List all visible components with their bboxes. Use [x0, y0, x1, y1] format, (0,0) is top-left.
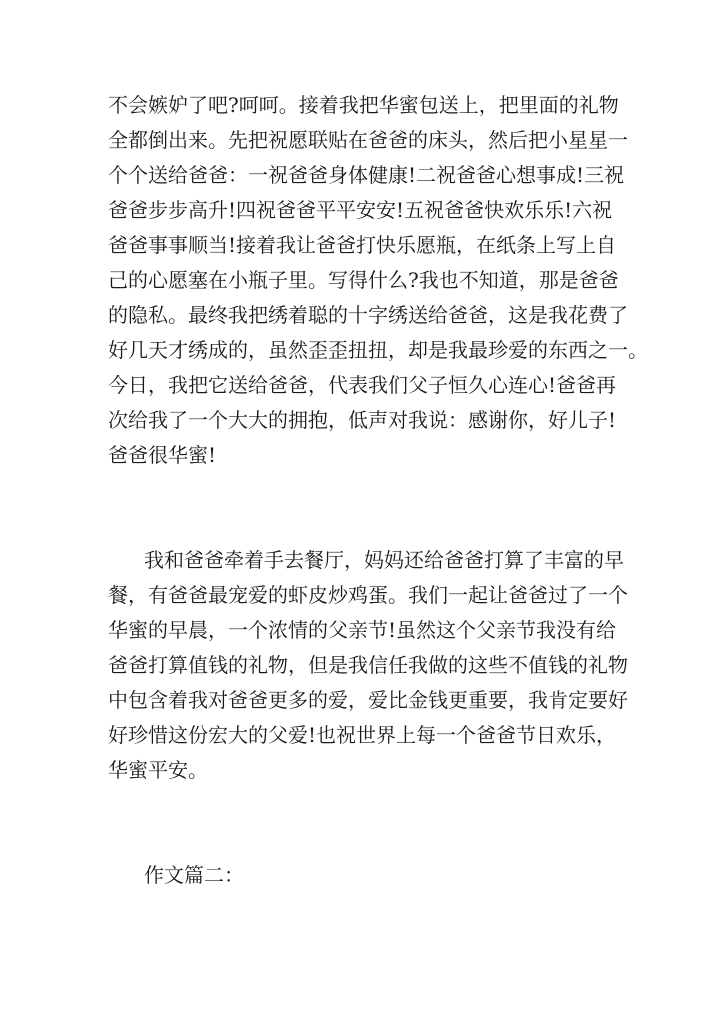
text-line: 次给我了一个大大的拥抱，低声对我说：感谢你，好儿子! — [108, 408, 617, 432]
paragraph-2 — [108, 543, 628, 788]
document-body — [108, 88, 648, 893]
text-line: 不会嫉妒了吧?呵呵。接着我把华蜜包送上，把里面的礼物 — [108, 93, 619, 117]
text-line: 华蜜平安。 — [108, 758, 208, 782]
text-line: 华蜜的早晨，一个浓情的父亲节!虽然这个父亲节我没有给 — [108, 618, 617, 642]
text-line: 的隐私。最终我把绣着聪的十字绣送给爸爸，这是我花费了 — [108, 303, 628, 327]
text-line: 个个送给爸爸：一祝爸爸身体健康!二祝爸爸心想事成!三祝 — [108, 163, 625, 187]
text-line: 餐，有爸爸最宠爱的虾皮炒鸡蛋。我们一起让爸爸过了一个 — [108, 583, 628, 607]
text-line: 爸爸步步高升!四祝爸爸平平安安!五祝爸爸快欢乐乐!六祝 — [108, 198, 613, 222]
paragraph-spacer — [108, 473, 628, 543]
text-line: 今日，我把它送给爸爸，代表我们父子恒久心连心!爸爸再 — [108, 373, 617, 397]
text-line: 我和爸爸牵着手去餐厅，妈妈还给爸爸打算了丰富的早 — [144, 548, 624, 572]
text-line: 好几天才绣成的，虽然歪歪扭扭，却是我最珍爱的东西之一。 — [108, 338, 648, 362]
text-line: 中包含着我对爸爸更多的爱，爱比金钱更重要，我肯定要好 — [108, 688, 628, 712]
paragraph-1 — [108, 88, 648, 473]
text-line: 爸爸打算值钱的礼物，但是我信任我做的这些不值钱的礼物 — [108, 653, 628, 677]
text-line: 好珍惜这份宏大的父爱!也祝世界上每一个爸爸节日欢乐， — [108, 723, 617, 747]
text-line: 全都倒出来。先把祝愿联贴在爸爸的床头，然后把小星星一 — [108, 128, 628, 152]
section-heading: 作文篇二： — [144, 863, 244, 887]
text-line: 己的心愿塞在小瓶子里。写得什么?我也不知道，那是爸爸 — [108, 268, 619, 292]
paragraph-spacer — [108, 788, 628, 858]
text-line: 爸爸很华蜜! — [108, 443, 217, 467]
text-line: 爸爸事事顺当!接着我让爸爸打快乐愿瓶，在纸条上写上自 — [108, 233, 617, 257]
